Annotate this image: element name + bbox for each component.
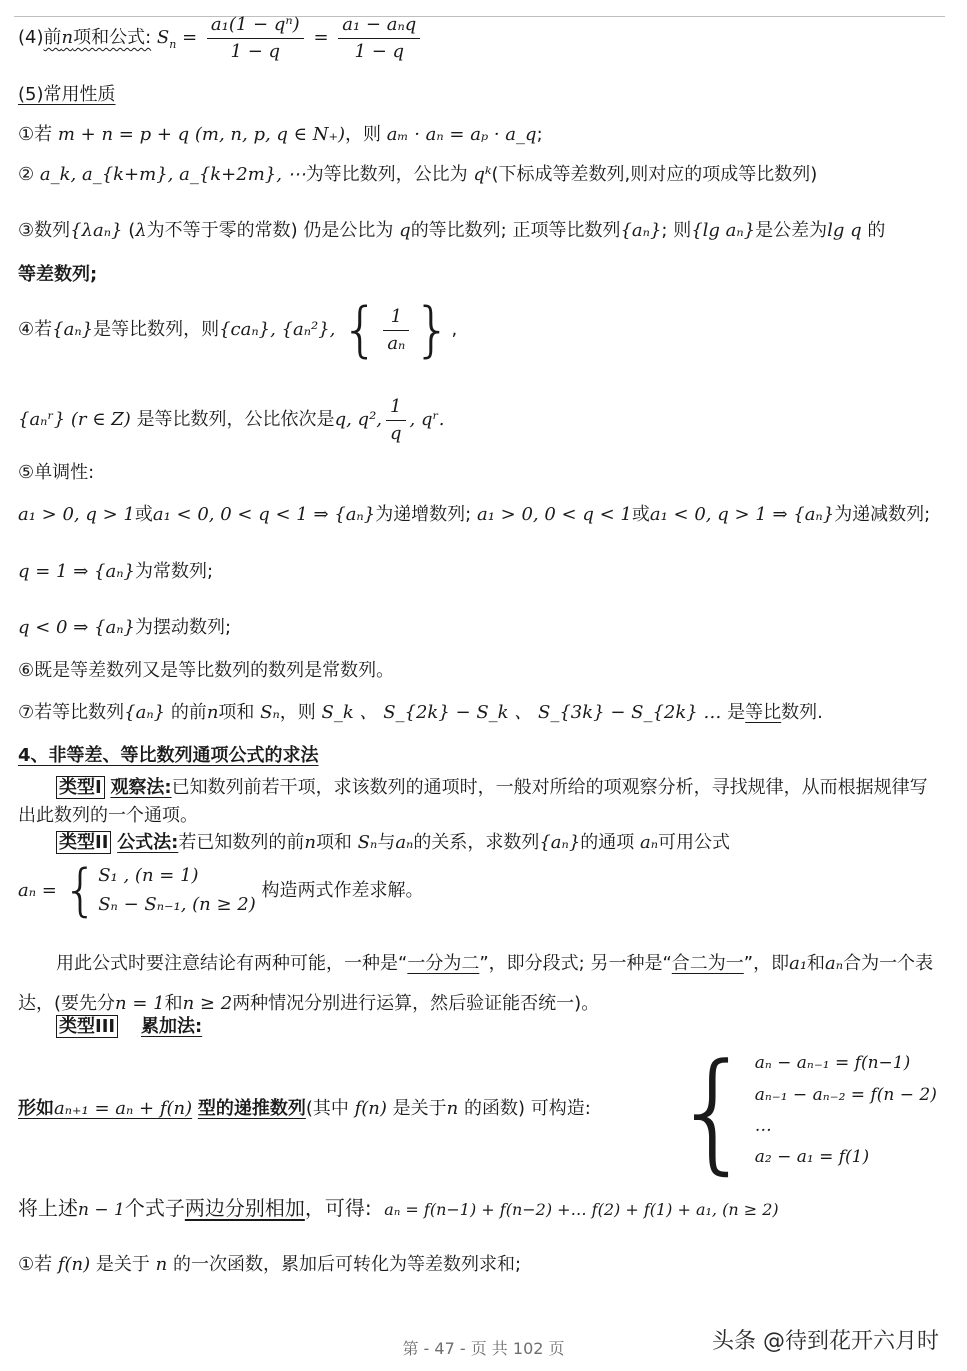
title-n: n (61, 27, 74, 49)
text: 为摆动数列; (134, 617, 232, 638)
math: q, (334, 409, 352, 431)
text: 和 (807, 953, 826, 974)
math: aₙ₊₁ = aₙ + f(n) (54, 1098, 193, 1119)
math: q², (357, 409, 383, 431)
text: ② (18, 164, 35, 185)
monotonic-line-3 (18, 617, 231, 639)
text: 为常数列; (134, 561, 214, 582)
math: n (304, 832, 316, 853)
equation: … (754, 1116, 772, 1136)
left-brace: { (62, 857, 99, 923)
text: ①若 (18, 1254, 53, 1275)
math: f(n) (354, 1098, 387, 1119)
text: 为递减数列; (834, 504, 931, 525)
math: n ≥ 2 (182, 992, 233, 1014)
text: (下标成等差数列,则对应的项成等比数列) (491, 164, 818, 185)
math: a₁ (789, 953, 808, 974)
item-label: (4) (18, 27, 44, 49)
equation: aₙ − aₙ₋₁ = f(n−1) (754, 1053, 911, 1074)
math: qᵏ (473, 164, 492, 185)
system-equations (755, 1048, 937, 1174)
property-1 (18, 124, 543, 146)
text: 是 (727, 702, 746, 723)
text: 已知数列前若干项，求该数列的通项时，一般对所给的项观察分析，寻找规律，从而根据规律写出此数列的一个通项。 (18, 777, 928, 826)
text: 个式子 (124, 1196, 185, 1220)
fraction-denominator: aₙ (387, 332, 406, 354)
fraction-denominator: 1 − q (230, 40, 281, 62)
math: {λaₙ} (70, 220, 123, 241)
math: a_k, a_{k+m}, a_{k+2m}, ⋯ (39, 164, 306, 185)
heading-text: (5)常用性质 (18, 84, 116, 105)
ratio-fraction (386, 396, 406, 444)
math: , qʳ. (409, 409, 445, 431)
text: 构造两式作差求解。 (261, 879, 424, 901)
sn-symbol: S (156, 27, 170, 49)
recurrence-form (18, 1098, 591, 1120)
reciprocal-fraction (383, 306, 409, 354)
heading-text: 4、非等差、等比数列通项公式的求法 (18, 745, 319, 766)
watermark: 头条 @待到花开六月时 (712, 1329, 939, 1354)
property-3-cont (18, 264, 97, 286)
text: ，可得: (304, 1196, 372, 1220)
text: 型的递推数列 (197, 1098, 306, 1119)
fraction-1 (207, 14, 304, 62)
type-box: 类型III (56, 1015, 118, 1038)
property-4 (18, 295, 458, 365)
type-box: 类型II (56, 831, 111, 854)
text: 一分为二 (407, 953, 480, 974)
math: n (446, 1098, 459, 1119)
text: 的通项 (580, 832, 635, 853)
equals: = (182, 27, 198, 49)
math: a₁ < 0, q > 1 ⇒ {aₙ} (649, 504, 835, 525)
type-1-paragraph (18, 774, 945, 830)
math: n = 1 (115, 992, 165, 1014)
text: ( (128, 220, 136, 241)
left-brace: { (672, 1035, 755, 1187)
math: {aₙʳ} (r ∈ Z) (18, 409, 131, 431)
text: 的前 (170, 702, 207, 723)
text: 项和 (315, 832, 352, 853)
math: S_k 、 S_{2k} − S_k 、 S_{3k} − S_{2k} … (321, 702, 722, 723)
fraction-denominator: q (390, 422, 402, 444)
math: q = 1 ⇒ {aₙ} (18, 561, 135, 582)
math: q < 0 ⇒ {aₙ} (18, 617, 135, 638)
piecewise-cases (98, 862, 256, 920)
text: 为递增数列; (375, 504, 472, 525)
piecewise-formula (18, 857, 424, 923)
text: 用此公式时要注意结论有两种可能，一种是“ (56, 953, 408, 974)
text: ”，即 (743, 953, 790, 974)
text: 与 (377, 832, 396, 853)
left-brace: { (341, 295, 380, 365)
text: 是等比数列，则 (93, 319, 220, 340)
math: aₘ · aₙ = aₚ · a_q (386, 124, 537, 145)
math: a₁ < 0, 0 < q < 1 ⇒ {aₙ} (152, 504, 376, 525)
fraction-denominator: 1 − q (354, 40, 405, 62)
text: 数列. (781, 702, 823, 723)
text: 的 (867, 220, 886, 241)
summation-line (18, 1196, 779, 1220)
title-part: 前 (43, 27, 62, 49)
math: aₙ = f(n−1) + f(n−2) +… f(2) + f(1) + a₁, (n ≥ 2) (384, 1200, 779, 1219)
math: {aₙ} (620, 220, 662, 241)
text: (其中 (305, 1098, 349, 1119)
equation: a₂ − a₁ = f(1) (754, 1147, 870, 1168)
math: n − 1 (78, 1200, 125, 1220)
property-4-cont (18, 396, 444, 444)
text: 的等比数列; 正项等比数列 (410, 220, 621, 241)
text: 项和 (218, 702, 255, 723)
sum-formula-line (18, 14, 424, 62)
recurrence-system (672, 1035, 937, 1187)
fraction-numerator: 1 (383, 306, 409, 331)
equals: = (313, 27, 329, 49)
property-6 (18, 660, 394, 682)
text: 和 (164, 992, 183, 1014)
page-footer: 第 - 47 - 页 共 102 页 (402, 1339, 565, 1358)
fraction-numerator: a₁ − aₙq (338, 14, 420, 39)
math: lg q (827, 220, 862, 241)
type-2-line (56, 832, 730, 854)
math: aₙ = (18, 879, 57, 901)
text: , (451, 319, 458, 340)
property-3 (18, 220, 885, 242)
fraction-2 (338, 14, 420, 62)
text: 可用公式 (658, 832, 731, 853)
monotonic-line-2 (18, 561, 213, 583)
text: ①若 (18, 124, 53, 145)
text: 两种情况分别进行运算，然后验证能否统一)。 (232, 992, 600, 1014)
text: ⑥既是等差数列又是等比数列的数列是常数列。 (18, 660, 395, 681)
math: aₙ (825, 953, 844, 974)
fraction-numerator: a₁(1 − qⁿ) (207, 14, 304, 39)
type-name: 公式法: (117, 832, 179, 853)
sn-sub: n (169, 38, 177, 52)
math: q (399, 220, 411, 241)
text: 为不等于零的常数) 仍是公比为 (146, 220, 394, 241)
text: 或 (631, 504, 650, 525)
math: λ (135, 220, 147, 241)
text: ④若 (18, 319, 53, 340)
text: 等差数列; (18, 264, 98, 285)
text: ; (536, 124, 543, 145)
type-name: 累加法: (140, 1016, 203, 1037)
math: Sₙ (260, 702, 280, 723)
text: 或 (134, 504, 153, 525)
math: {lg aₙ} (691, 220, 756, 241)
text: 合二为一 (671, 953, 744, 974)
type-box: 类型I (56, 776, 105, 799)
text: ⑦若等比数列 (18, 702, 125, 723)
text: 将上述 (18, 1196, 78, 1220)
math: {aₙ} (52, 319, 94, 340)
text: 的函数) 可构造: (464, 1098, 591, 1119)
math: aₙ (640, 832, 659, 853)
text: 是关于 (95, 1254, 150, 1275)
property-7 (18, 702, 823, 724)
text: 是公差为 (755, 220, 828, 241)
text: ⑤单调性: (18, 462, 95, 483)
math: {caₙ}, {aₙ²}, (219, 319, 336, 340)
case-1-line (18, 1254, 521, 1276)
math: n (155, 1254, 168, 1275)
math: m + n = p + q (m, n, p, q ∈ N₊) (57, 124, 345, 145)
text: ③数列 (18, 220, 71, 241)
text: 是等比数列，公比依次是 (136, 409, 335, 431)
type-name: 观察法: (110, 777, 172, 798)
fraction-numerator: 1 (386, 396, 406, 421)
text: 的一次函数，累加后可转化为等差数列求和; (172, 1254, 522, 1275)
math: {aₙ} (124, 702, 166, 723)
math: n (206, 702, 219, 723)
text: 是关于 (392, 1098, 447, 1119)
text: 的关系，求数列 (413, 832, 540, 853)
math: aₙ (395, 832, 414, 853)
monotonic-line-1 (18, 504, 930, 526)
section-4-heading (18, 745, 319, 767)
math: a₁ > 0, 0 < q < 1 (477, 504, 632, 525)
text: ，则 (344, 124, 381, 145)
math: {aₙ} (539, 832, 581, 853)
text: 合为一个表达，(要先分 (18, 953, 934, 1014)
text: 两边分别相加 (184, 1196, 305, 1220)
right-brace: } (413, 295, 452, 365)
math: Sₙ (357, 832, 378, 853)
monotonic-heading (18, 462, 94, 484)
type-3-line (56, 1016, 202, 1038)
text: 等比 (745, 702, 782, 723)
text: ; 则 (661, 220, 692, 241)
case: S₁ , (n = 1) (98, 865, 199, 886)
text: ，则 (279, 702, 316, 723)
title-part: 项和公式: (73, 27, 152, 49)
text: 为等比数列，公比为 (305, 164, 468, 185)
type-2-note (18, 944, 945, 1023)
case: Sₙ − Sₙ₋₁, (n ≥ 2) (98, 893, 256, 915)
text: 若已知数列的前 (178, 832, 305, 853)
text: ”，即分段式; 另一种是“ (479, 953, 672, 974)
property-2 (18, 164, 817, 186)
equation: aₙ₋₁ − aₙ₋₂ = f(n − 2) (754, 1084, 937, 1105)
properties-heading (18, 84, 116, 106)
text: 形如 (18, 1098, 54, 1119)
math: a₁ > 0, q > 1 (18, 504, 135, 525)
math: f(n) (57, 1254, 91, 1275)
